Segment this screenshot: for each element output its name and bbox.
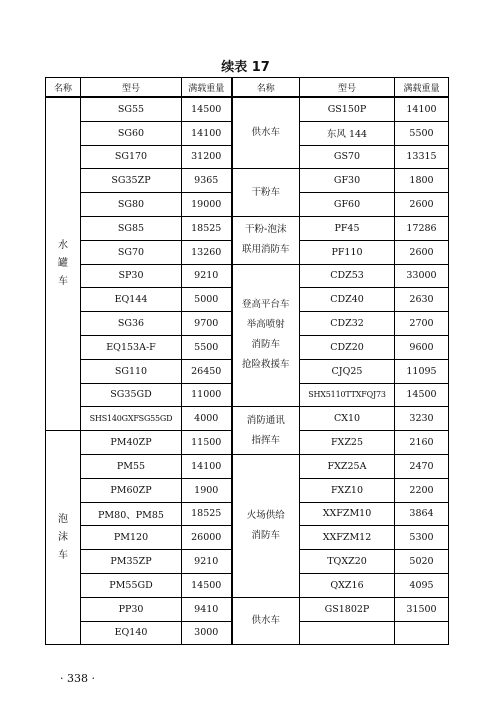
weight-cell: 2200 [395,478,449,502]
group-name-field-supply: 火场供给 消防车 [232,454,300,597]
weight-cell: 1900 [182,478,232,502]
model-cell: GS150P [300,97,395,121]
table-row [46,216,449,240]
weight-cell: 5500 [395,121,449,145]
model-cell: GF60 [300,193,395,217]
weight-cell [395,621,449,645]
weight-cell: 31200 [182,145,232,169]
model-cell: PF45 [300,216,395,240]
weight-cell: 9700 [182,312,232,336]
weight-cell: 9410 [182,597,232,621]
model-cell: FXZ25 [300,431,395,455]
group-name-water-supply: 供水车 [232,97,300,169]
model-cell: SHS140GXFSG55GD [81,407,182,431]
weight-cell: 5020 [395,550,449,574]
weight-cell: 2630 [395,288,449,312]
weight-cell: 26450 [182,359,232,383]
weight-cell: 26000 [182,526,232,550]
model-cell: CDZ20 [300,335,395,359]
model-cell [300,621,395,645]
weight-cell: 2700 [395,312,449,336]
model-cell: SG35GD [81,383,182,407]
model-cell: GS1802P [300,597,395,621]
weight-cell: 19000 [182,193,232,217]
model-cell: SP30 [81,264,182,288]
weight-cell: 5500 [182,335,232,359]
model-cell: EQ153A-F [81,335,182,359]
weight-cell: 2600 [395,240,449,264]
model-cell: GF30 [300,169,395,193]
model-cell: PM120 [81,526,182,550]
model-cell: SG55 [81,97,182,121]
weight-cell: 14100 [182,121,232,145]
header-model-left: 型号 [81,78,182,98]
model-cell: EQ140 [81,621,182,645]
model-cell: XXFZM12 [300,526,395,550]
model-cell: 东风 144 [300,121,395,145]
weight-cell: 14100 [395,97,449,121]
model-cell: SG70 [81,240,182,264]
model-cell: XXFZM10 [300,502,395,526]
weight-cell: 9210 [182,550,232,574]
group-name-water-tank: 水 罐 车 [46,97,81,431]
header-name-right: 名称 [232,78,300,98]
weight-cell: 3230 [395,407,449,431]
model-cell: TQXZ20 [300,550,395,574]
weight-cell: 18525 [182,216,232,240]
model-cell: SG110 [81,359,182,383]
weight-cell: 1800 [395,169,449,193]
model-cell: PM80、PM85 [81,502,182,526]
model-cell: CJQ25 [300,359,395,383]
weight-cell: 3000 [182,621,232,645]
table-row [46,407,449,431]
weight-cell: 4000 [182,407,232,431]
weight-cell: 11000 [182,383,232,407]
weight-cell: 5000 [182,288,232,312]
weight-cell: 2600 [395,193,449,217]
weight-cell: 14500 [395,383,449,407]
weight-cell: 18525 [182,502,232,526]
weight-cell: 2160 [395,431,449,455]
table-caption: 续表 17 [221,60,270,75]
model-cell: PM60ZP [81,478,182,502]
model-cell: SG80 [81,193,182,217]
table-row [46,597,449,621]
group-name-dry-powder: 干粉车 [232,169,300,217]
model-cell: PM40ZP [81,431,182,455]
page-number: · 338 · [60,672,95,685]
weight-cell: 14500 [182,573,232,597]
model-cell: CDZ32 [300,312,395,336]
model-cell: FXZ25A [300,454,395,478]
group-name-foam: 泡 沫 车 [46,431,81,645]
header-weight-left: 满载重量 [182,78,232,98]
model-cell: PM55GD [81,573,182,597]
group-name-aerial-rescue: 登高平台车 举高喷射 消防车 抢险救援车 [232,264,300,407]
model-cell: CX10 [300,407,395,431]
model-cell: PM55 [81,454,182,478]
weight-cell: 11500 [182,431,232,455]
weight-cell: 5300 [395,526,449,550]
weight-cell: 13315 [395,145,449,169]
model-cell: EQ144 [81,288,182,312]
model-cell: FXZ10 [300,478,395,502]
weight-cell: 13260 [182,240,232,264]
weight-cell: 2470 [395,454,449,478]
header-row [46,78,449,98]
model-cell: QXZ16 [300,573,395,597]
model-cell: PP30 [81,597,182,621]
weight-cell: 14500 [182,97,232,121]
header-model-right: 型号 [300,78,395,98]
weight-cell: 3864 [395,502,449,526]
table-row [46,97,449,121]
group-name-water-supply-2: 供水车 [232,597,300,645]
header-name-left: 名称 [46,78,81,98]
model-cell: SG170 [81,145,182,169]
weight-cell: 33000 [395,264,449,288]
model-cell: CDZ40 [300,288,395,312]
weight-cell: 31500 [395,597,449,621]
model-cell: PF110 [300,240,395,264]
model-cell: SG35ZP [81,169,182,193]
table-row [46,169,449,193]
table-row [46,454,449,478]
model-cell: CDZ53 [300,264,395,288]
header-weight-right: 满载重量 [395,78,449,98]
model-cell: PM35ZP [81,550,182,574]
vehicle-load-table [45,77,449,645]
weight-cell: 4095 [395,573,449,597]
weight-cell: 11095 [395,359,449,383]
weight-cell: 9210 [182,264,232,288]
group-name-powder-foam: 干粉-泡沫 联用消防车 [232,216,300,264]
model-cell: SHX5110TTXFQJ73 [300,383,395,407]
weight-cell: 9365 [182,169,232,193]
weight-cell: 17286 [395,216,449,240]
table-row [46,264,449,288]
model-cell: GS70 [300,145,395,169]
group-name-command: 消防通讯 指挥车 [232,407,300,455]
model-cell: SG60 [81,121,182,145]
model-cell: SG85 [81,216,182,240]
weight-cell: 14100 [182,454,232,478]
model-cell: SG36 [81,312,182,336]
weight-cell: 9600 [395,335,449,359]
